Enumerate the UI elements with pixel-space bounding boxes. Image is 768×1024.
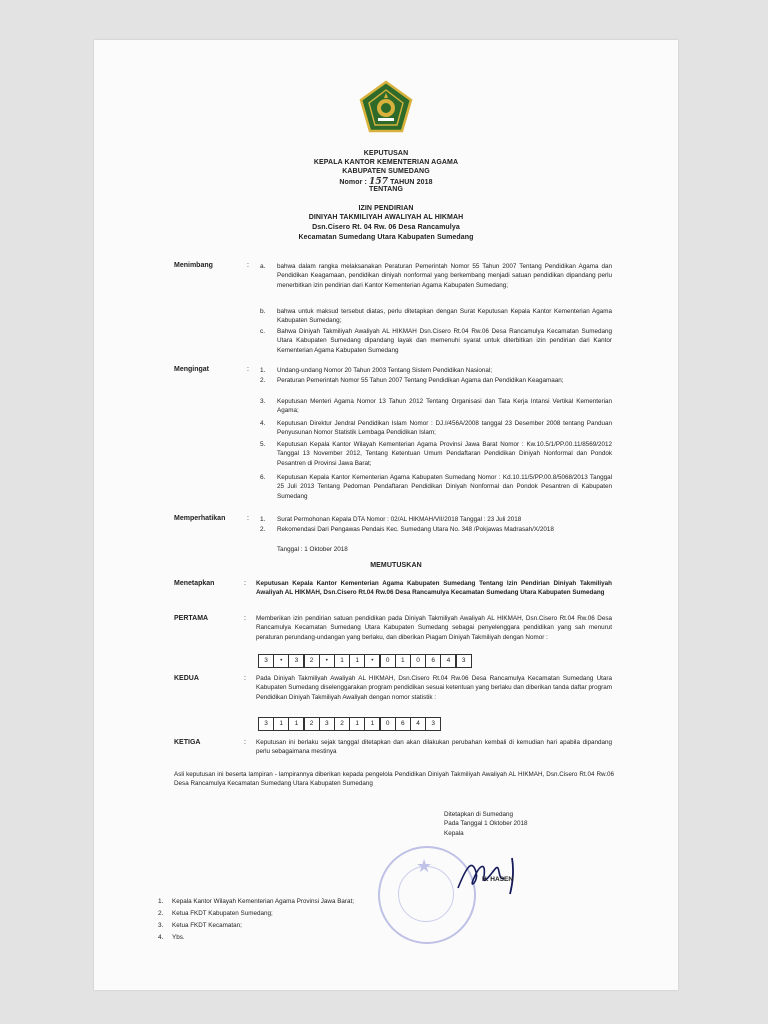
signature-role: Kepala bbox=[444, 830, 464, 837]
memperhatikan-2-text: Rekomendasi Dari Pengawas Pendais Kec. Sumedang Utara No. 348 /Pokjawas Madrasah/X/2018 bbox=[277, 526, 554, 533]
stamp-star-icon: ★ bbox=[416, 856, 433, 876]
signature-place: Ditetapkan di Sumedang bbox=[444, 811, 513, 818]
menimbang-b-marker: b. bbox=[260, 308, 266, 315]
tembusan-1-marker: 1. bbox=[158, 898, 164, 905]
menimbang-label: Menimbang bbox=[174, 262, 213, 269]
mengingat-4-marker: 4. bbox=[260, 420, 266, 427]
menetapkan-text: Keputusan Kepala Kantor Kementerian Agama Kabupaten Sumedang Tentang Izin Pendirian Diniyah Takmiliyah Awaliyah AL HIKMAH, Dsn.Cisero Rt.04 Rw.06 Desa Rancamulya Kecamatan Sumedang Utara Kabupaten Sumedang bbox=[256, 580, 612, 597]
signature-name: H. HASEN bbox=[482, 876, 514, 883]
menimbang-b-text: bahwa untuk maksud tersebut diatas, perlu ditetapkan dengan Surat Keputusan Kepala Kantor Kementerian Agama Kabupaten Sumedang; bbox=[277, 308, 612, 325]
statistik-digit-box: 3 bbox=[319, 717, 335, 731]
memperhatikan-tanggal: Tanggal : 1 Oktober 2018 bbox=[277, 546, 348, 553]
piagam-digit-box: 1 bbox=[349, 654, 365, 668]
piagam-digit-box: 4 bbox=[440, 654, 456, 668]
handwritten-signature-icon bbox=[454, 848, 524, 898]
mengingat-label: Mengingat bbox=[174, 366, 209, 373]
piagam-digit-box: 6 bbox=[425, 654, 441, 668]
tembusan-4-marker: 4. bbox=[158, 934, 164, 941]
memutuskan-title: MEMUTUSKAN bbox=[370, 562, 422, 569]
header-title: KEPUTUSAN bbox=[363, 150, 409, 157]
ketiga-colon: : bbox=[244, 739, 246, 746]
piagam-digit-box: 1 bbox=[395, 654, 411, 668]
menimbang-colon: : bbox=[247, 262, 249, 269]
menetapkan-label: Menetapkan bbox=[174, 580, 215, 587]
menetapkan-colon: : bbox=[244, 580, 246, 587]
tembusan-3-text: Ketua FKDT Kecamatan; bbox=[172, 922, 242, 929]
memperhatikan-1-text: Surat Permohonan Kepala DTA Nomor : 02/AL HIKMAH/VII/2018 Tanggal : 23 Juli 2018 bbox=[277, 516, 522, 523]
statistik-number-boxes bbox=[258, 717, 440, 731]
tembusan-2-text: Ketua FKDT Kabupaten Sumedang; bbox=[172, 910, 273, 917]
statistik-digit-box: 6 bbox=[395, 717, 411, 731]
header-tentang: TENTANG bbox=[368, 186, 403, 193]
statistik-digit-box: 3 bbox=[258, 717, 274, 731]
menimbang-c-text: Bahwa Diniyah Takmiliyah Awaliyah AL HIKMAH Dsn.Cisero Rt.04 Rw.06 Desa Rancamulya Kecamatan Sumedang Utara Kabupaten Sumedang dipandang layak dan memenuhi syarat untuk diterbitkan izin pendirian dari Kantor Kementerian Agama Kabupaten Sumedang bbox=[277, 328, 612, 354]
kedua-label: KEDUA bbox=[174, 675, 199, 682]
ketiga-label: KETIGA bbox=[174, 739, 201, 746]
statistik-digit-box: 0 bbox=[380, 717, 396, 731]
piagam-digit-box: 0 bbox=[380, 654, 396, 668]
mengingat-2-text: Peraturan Pemerintah Nomor 55 Tahun 2007 Tentang Pendidikan Agama dan Pendidikan Keagamaan; bbox=[277, 377, 564, 384]
menimbang-a-marker: a. bbox=[260, 263, 266, 270]
tembusan-1-text: Kepala Kantor Wilayah Kementerian Agama Provinsi Jawa Barat; bbox=[172, 898, 355, 905]
pertama-colon: : bbox=[244, 615, 246, 622]
mengingat-2-marker: 2. bbox=[260, 377, 266, 384]
document-page bbox=[94, 40, 678, 990]
memperhatikan-label: Memperhatikan bbox=[174, 515, 226, 522]
kedua-text: Pada Diniyah Takmiliyah Awaliyah AL HIKMAH, Dsn.Cisero Rt.04 Rw.06 Desa Rancamulya Kecamatan Sumedang Utara Kabupaten Sumedang diselenggarakan program pendidikan sesuai ketentuan yang berlaku dan diberikan tanda daftar program Pendidikan Diniyah Takmiliyah Awaliyah dengan nomor statistik : bbox=[256, 675, 612, 701]
mengingat-1-marker: 1. bbox=[260, 367, 266, 374]
menimbang-a-text: bahwa dalam rangka melaksanakan Peraturan Pemerintah Nomor 55 Tahun 2007 Tentang Pendidikan Agama dan Pendidikan Keagamaan, pendidikan diniyah nonformal yang berkembang menjadi satuan pendidikan dipandang perlu menerbitkan izin pendirian dari Kantor Kementerian Agama Kabupaten Sumedang; bbox=[277, 263, 612, 289]
kedua-colon: : bbox=[244, 675, 246, 682]
tembusan-4-text: Ybs. bbox=[172, 934, 185, 941]
statistik-digit-box: 4 bbox=[410, 717, 426, 731]
mengingat-3-text: Keputusan Menteri Agama Nomor 13 Tahun 2012 Tentang Organisasi dan Tata Kerja Intansi Vertikal Kementerian Agama; bbox=[277, 398, 612, 415]
header-region: KABUPATEN SUMEDANG bbox=[342, 168, 430, 175]
statistik-digit-box: 1 bbox=[273, 717, 289, 731]
header-izin: IZIN PENDIRIAN bbox=[358, 205, 414, 212]
nomor-handwritten: 157 bbox=[368, 177, 389, 187]
piagam-digit-box: 2 bbox=[304, 654, 320, 668]
closing-paragraph: Asli keputusan ini beserta lampiran - lampirannya diberikan kepada pengelola Pendidikan Diniyah Takmiliyah Awaliyah AL HIKMAH, Dsn.Cisero Rt.04 Rw.06 Desa Rancamulya Kecamatan Sumedang Utara Kabupaten Sumedang bbox=[174, 771, 614, 788]
piagam-digit-box: 3 bbox=[456, 654, 472, 668]
mengingat-6-text: Keputusan Kepala Kantor Kementerian Agama Kabupaten Sumedang Nomor : Kd.10.11/5/PP.00.8/5068/2013 Tanggal 25 Juli 2013 Tentang Pedoman Pendaftaran Pendidikan Diniyah Nonformal dan Pondok Pesantren di Kabupaten Sumedang bbox=[277, 474, 612, 500]
tembusan-3-marker: 3. bbox=[158, 922, 164, 929]
piagam-number-boxes bbox=[258, 654, 471, 668]
mengingat-6-marker: 6. bbox=[260, 474, 266, 481]
statistik-digit-box: 3 bbox=[425, 717, 441, 731]
mengingat-1-text: Undang-undang Nomor 20 Tahun 2003 Tentang Sistem Pendidikan Nasional; bbox=[277, 367, 493, 374]
pertama-label: PERTAMA bbox=[174, 615, 209, 622]
statistik-digit-box: 1 bbox=[349, 717, 365, 731]
mengingat-5-marker: 5. bbox=[260, 441, 266, 448]
nomor-label: Nomor : bbox=[339, 179, 367, 186]
header-address: Dsn.Cisero Rt. 04 Rw. 06 Desa Rancamulya bbox=[312, 224, 460, 231]
statistik-digit-box: 2 bbox=[334, 717, 350, 731]
header-kecamatan: Kecamatan Sumedang Utara Kabupaten Sumedang bbox=[298, 234, 474, 241]
header-diniyah: DINIYAH TAKMILIYAH AWALIYAH AL HIKMAH bbox=[308, 214, 464, 221]
pertama-text: Memberikan izin pendirian satuan pendidikan pada Diniyah Takmiliyah Awaliyah AL HIKMAH, Dsn.Cisero Rt.04 Rw.06 Desa Rancamulya Kecamatan Sumedang Utara Kabupaten Sumedang sebagai penyelenggara pendidikan yang sah menurut peraturan perundang-undangan yang berlaku, dan diberikan Piagam Diniyah Takmiliyah dengan Nomor : bbox=[256, 615, 612, 641]
piagam-digit-box: 0 bbox=[410, 654, 426, 668]
piagam-digit-box: 1 bbox=[334, 654, 350, 668]
nomor-tahun: TAHUN 2018 bbox=[390, 179, 433, 186]
memperhatikan-1-marker: 1. bbox=[260, 516, 266, 523]
signature-date: Pada Tanggal 1 Oktober 2018 bbox=[444, 820, 528, 827]
mengingat-5-text: Keputusan Kepala Kantor Wilayah Kementerian Agama Provinsi Jawa Barat Nomor : Kw.10.5/1/PP.00.11/8569/2012 Tanggal 13 November 2012, Tentang Ketentuan Umum Pendaftaran Pendidikan Diniyah Nonformal dan Pondok Pesantren di Provinsi Jawa Barat; bbox=[277, 441, 612, 467]
header-office: KEPALA KANTOR KEMENTERIAN AGAMA bbox=[313, 159, 459, 166]
piagam-digit-box: 3 bbox=[288, 654, 304, 668]
piagam-digit-box: • bbox=[273, 654, 289, 668]
statistik-digit-box: 1 bbox=[288, 717, 304, 731]
mengingat-3-marker: 3. bbox=[260, 398, 266, 405]
memperhatikan-colon: : bbox=[247, 515, 249, 522]
piagam-digit-box: • bbox=[319, 654, 335, 668]
kemenag-emblem-icon bbox=[358, 80, 414, 136]
tembusan-2-marker: 2. bbox=[158, 910, 164, 917]
mengingat-4-text: Keputusan Direktur Jendral Pendidikan Islam Nomor : DJ.I/456A/2008 tanggal 23 Desember 2008 tentang Panduan Penyusunan Nomor Statistik Lembaga Pendidikan Islam; bbox=[277, 420, 612, 437]
statistik-digit-box: 2 bbox=[304, 717, 320, 731]
piagam-digit-box: • bbox=[364, 654, 380, 668]
mengingat-colon: : bbox=[247, 366, 249, 373]
memperhatikan-2-marker: 2. bbox=[260, 526, 266, 533]
ketiga-text: Keputusan ini berlaku sejak tanggal ditetapkan dan akan dilakukan perubahan kembali di kemudian hari apabila dipandang perlu sebagaimana mestinya bbox=[256, 739, 612, 756]
piagam-digit-box: 3 bbox=[258, 654, 274, 668]
statistik-digit-box: 1 bbox=[364, 717, 380, 731]
menimbang-c-marker: c. bbox=[260, 328, 266, 335]
